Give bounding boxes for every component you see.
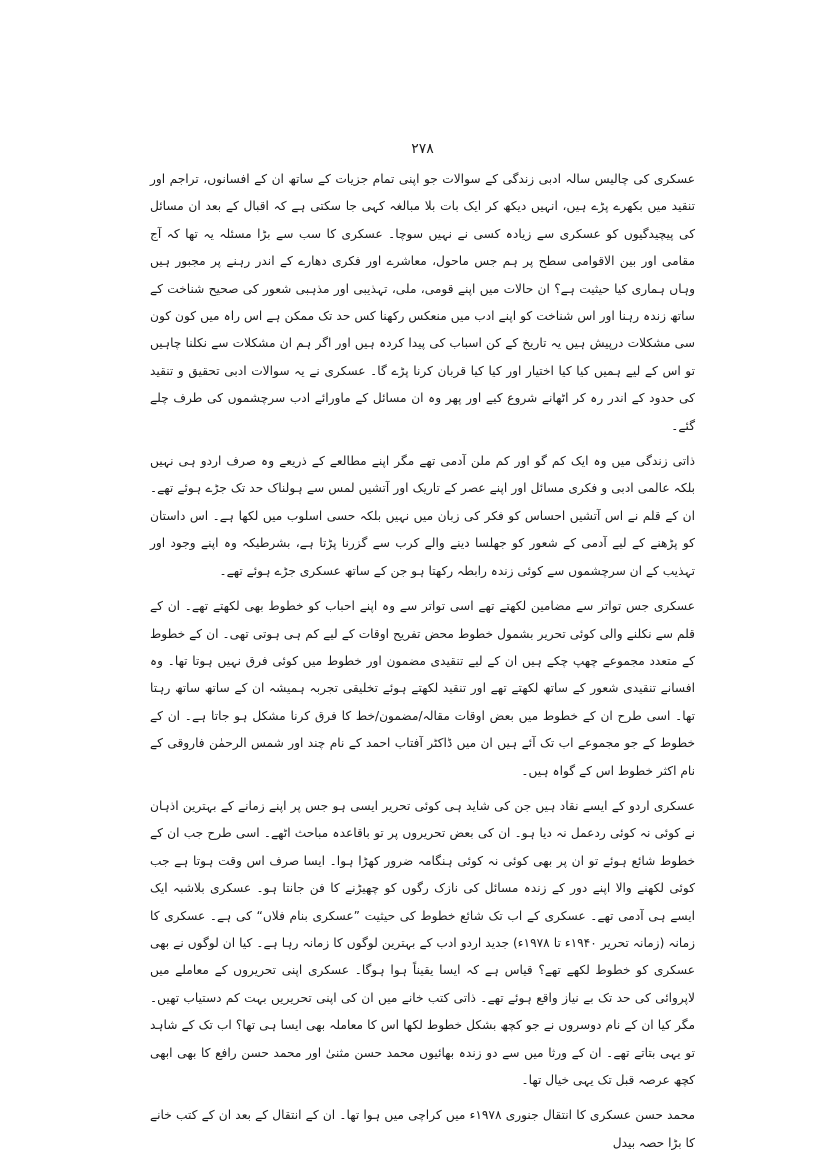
paragraph-3: عسکری جس تواتر سے مضامین لکھتے تھے اسی تواتر سے وہ اپنے احباب کو خطوط بھی لکھتے تھے۔ ان کے قلم سے نکلنے والی کوئی تحریر بشمول خطوط محض تفریح اوقات کے لیے کم ہی ہوتی تھی۔ ان کے خطوط کے متعدد مجموعے چھپ چکے ہیں ان کے لیے تنقیدی مضمون اور خطوط میں کوئی فرق نہیں ہوتا تھا۔ وہ افسانے تنقیدی شعور کے ساتھ لکھتے تھے اور تنقید لکھتے ہوئے تخلیقی تجربہ ہمیشہ ان کے ساتھ ساتھ رہتا تھا۔ اسی طرح ان کے خطوط میں بعض اوقات مقالہ/مضمون/خط کا فرق کرنا مشکل ہو جاتا ہے۔ ان کے خطوط کے جو مجموعے اب تک آئے ہیں ان میں ڈاکٹر آفتاب احمد کے نام چند اور شمس الرحمٰن فاروقی کے نام اکثر خطوط اس کے گواہ ہیں۔ (150, 599, 695, 778)
paragraph-5: محمد حسن عسکری کا انتقال جنوری ۱۹۷۸ء میں کراچی میں ہوا تھا۔ ان کے انتقال کے بعد ان کے کتب خانے کا بڑا حصہ بیدل (150, 1108, 695, 1150)
paragraph-4: عسکری اردو کے ایسے نقاد ہیں جن کی شاید ہی کوئی تحریر ایسی ہو جس پر اپنے زمانے کے بہترین اذہان نے کوئی نہ کوئی ردعمل نہ دیا ہو۔ ان کی بعض تحریروں پر تو باقاعدہ مباحث اٹھے۔ اسی طرح جب ان کے خطوط شائع ہوئے تو ان پر بھی کوئی نہ کوئی ہنگامہ ضرور کھڑا ہوا۔ ایسا صرف اس وقت ہوتا ہے جب کوئی لکھنے والا اپنے دور کے زندہ مسائل کی نازک رگوں کو چھیڑنے کا فن جانتا ہو۔ عسکری بلاشبہ ایک ایسے ہی آدمی تھے۔ عسکری کے اب تک شائع خطوط کی حیثیت ”عسکری بنام فلاں“ کی ہے۔ عسکری کا زمانہ (زمانہ تحریر ۱۹۴۰ء تا ۱۹۷۸ء) جدید اردو ادب کے بہترین لوگوں کا زمانہ رہا ہے۔ کیا ان لوگوں نے بھی عسکری کو خطوط لکھے تھے؟ قیاس ہے کہ ایسا یقیناً ہوا ہوگا۔ عسکری اپنی تحریروں کے معاملے میں لاپروائی کی حد تک بے نیاز واقع ہوئے تھے۔ ذاتی کتب خانے میں ان کی اپنی تحریریں بہت کم دستیاب تھیں۔ مگر کیا ان کے نام دوسروں نے جو کچھ بشکل خطوط لکھا اس کا معاملہ بھی ایسا ہی تھا؟ اب تک کے شاہد تو یہی بتاتے تھے۔ ان کے ورثا میں سے دو زندہ بھائیوں محمد حسن مثنیٰ اور محمد حسن رافع کا بھی ابھی کچھ عرصہ قبل تک یہی خیال تھا۔ (150, 798, 695, 1087)
page-number: ۲۷۸ (411, 141, 434, 157)
paragraph-2: ذاتی زندگی میں وہ ایک کم گو اور کم ملن آدمی تھے مگر اپنے مطالعے کے ذریعے وہ صرف اردو ہی نہیں بلکہ عالمی ادبی و فکری مسائل اور اپنے عصر کے تاریک اور آتشیں لمس سے ہولناک حد تک جڑے ہوئے تھے۔ ان کے قلم نے اس آتشیں احساس کو فکر کی زبان میں نہیں بلکہ حسی اسلوب میں لکھا ہے۔ اس داستان کو پڑھنے کے لیے آدمی کے شعور کو جھلسا دینے والے کرب سے گزرنا پڑتا ہے، بشرطیکہ وہ اپنے وجود اور تہذیب کے ان سرچشموں سے کوئی زندہ رابطہ رکھتا ہو جن کے ساتھ عسکری جڑے ہوئے تھے۔ (150, 454, 695, 578)
document-page (150, 140, 695, 1150)
body-text (150, 166, 695, 1157)
paragraph-1: عسکری کی چالیس سالہ ادبی زندگی کے سوالات جو اپنی تمام جزیات کے ساتھ ان کے افسانوں، تراجم اور تنقید میں بکھرے پڑے ہیں، انہیں دیکھ کر ایک بات بلا مبالغہ کہی جا سکتی ہے کہ اقبال کے بعد ان مسائل کی پیچیدگیوں کو عسکری سے زیادہ کسی نے نہیں سوچا۔ عسکری کا سب سے بڑا مسئلہ یہ تھا کہ آج مقامی اور بین الاقوامی سطح پر ہم جس ماحول، معاشرے اور فکری دھارے کے اندر رہنے پر مجبور ہیں وہاں ہماری کیا حیثیت ہے؟ ان حالات میں اپنے قومی، ملی، تہذیبی اور مذہبی شعور کی صحیح شناخت کے ساتھ زندہ رہنا اور اس شناخت کو اپنے ادب میں منعکس رکھنا کس حد تک ممکن ہے اس راہ میں کون کون سی مشکلات درپیش ہیں یہ تاریخ کے کن اسباب کی پیدا کردہ ہیں اور اگر ہم ان مشکلات سے نکلنا چاہیں تو اس کے لیے ہمیں کیا کیا اختیار اور کیا کیا قربان کرنا پڑے گا۔ عسکری نے یہ سوالات ادبی تحقیق و تنقید کی حدود کے اندر رہ کر اٹھانے شروع کیے اور پھر وہ ان مسائل کے ماورائے ادب سرچشموں کی طرف چلے گئے۔ (150, 172, 695, 433)
